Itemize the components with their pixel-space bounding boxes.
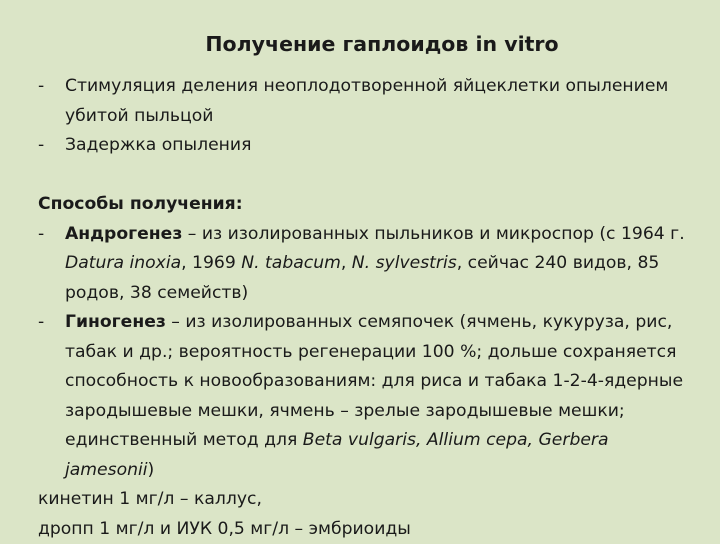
bullet-dash: - [38,131,44,161]
method-gynogenesis [38,308,702,485]
gynogenesis-text: ) [148,460,155,480]
bullet-dash: - [38,308,44,338]
gynogenesis-text: – из изолированных семяпочек (ячмень, кукуруза, рис, табак и др.; вероятность регенерации 100 %; дольше сохраняется способность к новообразованиям: для риса и табака 1-2-4-ядерные зародышевые мешки, ячмень – зрелые зародышевые мешки; единственный метод для [65,312,683,450]
methods-list [38,220,702,486]
androgenesis-text: – из изолированных пыльников и микроспор (с 1964 г. [182,224,684,244]
intro-list [38,72,702,161]
species-tabacum: N. tabacum [241,253,341,273]
androgenesis-text: , 1969 [181,253,241,273]
method-androgenesis [38,220,702,309]
intro-item-delay [38,131,702,161]
bullet-dash: - [38,72,44,102]
intro-item-stimulation [38,72,702,131]
bullet-dash: - [38,220,44,250]
intro-item-text: Задержка опыления [65,135,251,155]
footer-line-dropp: дропп 1 мг/л и ИУК 0,5 мг/л – эмбриоиды [38,515,702,544]
intro-item-text: Стимуляция деления неоплодотворенной яйцеклетки опылением убитой пыльцой [65,76,668,126]
androgenesis-text: , [341,253,352,273]
species-sylvestris: N. sylvestris [352,253,457,273]
androgenesis-term: Андрогенез [65,224,182,244]
footer-line-kinetin: кинетин 1 мг/л – каллус, [38,485,702,515]
androgenesis-text: , сейчас 240 видов, 85 родов, 38 семейств) [65,253,659,303]
species-list: Beta vulgaris, Allium cepa, Gerbera jamesonii [65,430,609,480]
gynogenesis-term: Гиногенез [65,312,166,332]
species-datura: Datura inoxia [65,253,181,273]
slide-title: Получение гаплоидов in vitro [38,30,702,58]
methods-label: Способы получения: [38,190,702,220]
